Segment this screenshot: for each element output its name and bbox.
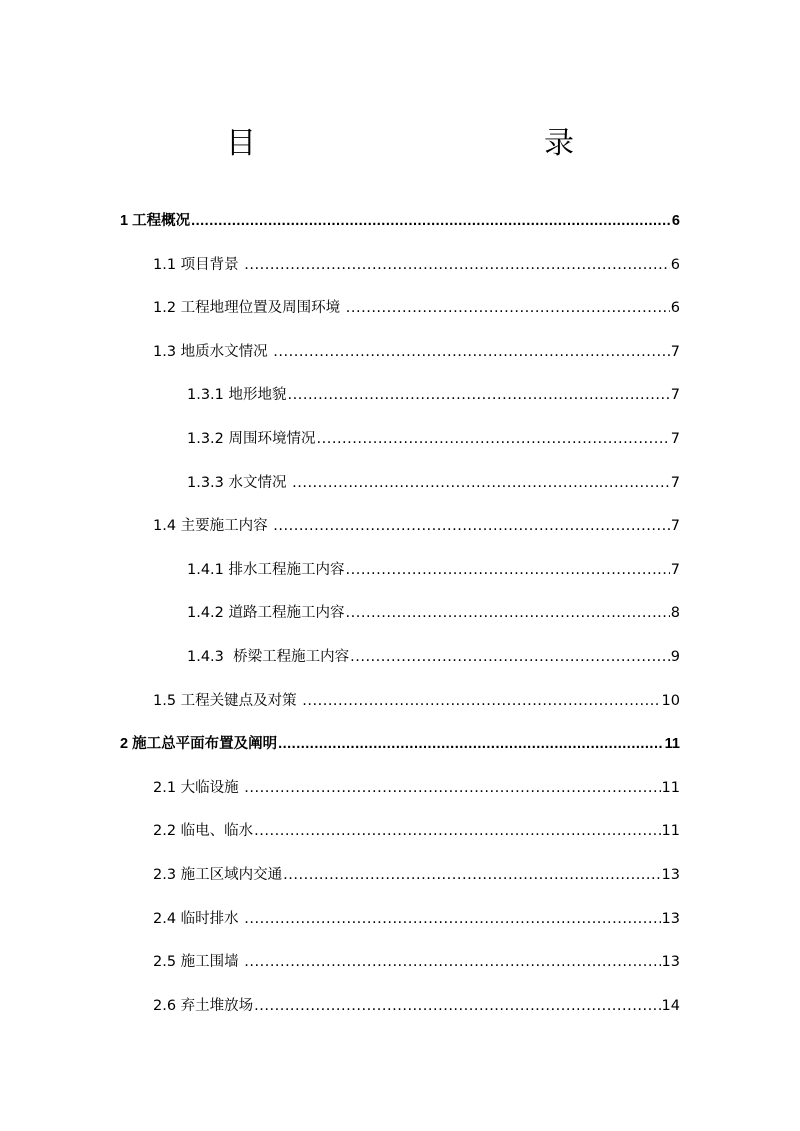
- toc-page-number: 6: [670, 257, 680, 273]
- toc-dot-leader: [288, 386, 670, 404]
- toc-page-number: 11: [664, 736, 680, 752]
- toc-entry-title: 1.4.3 桥梁工程施工内容: [187, 649, 350, 665]
- toc-dot-leader: [244, 779, 660, 797]
- toc-dot-leader: [302, 692, 660, 710]
- toc-dot-leader: [244, 910, 660, 928]
- toc-entry[interactable]: [187, 376, 680, 404]
- toc-dot-leader: [273, 517, 669, 535]
- toc-entry[interactable]: [153, 812, 680, 840]
- toc-entry-title: 2.5 施工围墙: [153, 954, 244, 970]
- toc-entry-title: 1.4.2 道路工程施工内容: [187, 605, 345, 621]
- toc-entry-title: 1.4 主要施工内容: [153, 518, 273, 534]
- toc-page-number: 7: [670, 344, 680, 360]
- toc-entry[interactable]: [153, 246, 680, 274]
- toc-dot-leader: [278, 735, 664, 753]
- toc-page-number: 7: [670, 518, 680, 534]
- toc-entry-title: 1.4.1 排水工程施工内容: [187, 562, 345, 578]
- toc-page-number: 11: [661, 780, 680, 796]
- toc-page-number: 13: [661, 911, 680, 927]
- toc-entry-title: 1.3.2 周围环境情况: [187, 431, 316, 447]
- toc-entry-title: 1 工程概况: [120, 213, 191, 229]
- toc-entry[interactable]: [153, 289, 680, 317]
- toc-entry[interactable]: [187, 594, 680, 622]
- toc-page-number: 10: [661, 693, 680, 709]
- toc-dot-leader: [346, 604, 670, 622]
- toc-entry-title: 1.2 工程地理位置及周围环境: [153, 300, 345, 316]
- toc-entry[interactable]: [120, 725, 680, 753]
- toc-dot-leader: [244, 953, 660, 971]
- toc-dot-leader: [346, 561, 670, 579]
- toc-dot-leader: [350, 648, 670, 666]
- toc-entry-title: 2.3 施工区域内交通: [153, 867, 283, 883]
- toc-page-number: 7: [670, 431, 680, 447]
- toc-entry[interactable]: [153, 333, 680, 361]
- toc-entry-title: 1.3 地质水文情况: [153, 344, 273, 360]
- toc-dot-leader: [346, 299, 670, 317]
- toc-page-number: 7: [670, 387, 680, 403]
- toc-entry-title: 2.6 弃土堆放场: [153, 998, 254, 1014]
- toc-entry-title: 1.3.3 水文情况: [187, 475, 292, 491]
- toc-dot-leader: [254, 997, 660, 1015]
- toc-entry[interactable]: [153, 856, 680, 884]
- toc-entry[interactable]: [187, 420, 680, 448]
- toc-dot-leader: [283, 866, 660, 884]
- toc-dot-leader: [273, 343, 669, 361]
- toc-entry-title: 2.4 临时排水: [153, 911, 244, 927]
- toc-entry-title: 2.1 大临设施: [153, 780, 244, 796]
- toc-page-number: 14: [661, 998, 680, 1014]
- toc-entry[interactable]: [153, 682, 680, 710]
- toc-entry[interactable]: [120, 202, 680, 230]
- toc-entry[interactable]: [187, 551, 680, 579]
- toc-page-number: 6: [670, 300, 680, 316]
- toc-dot-leader: [254, 822, 660, 840]
- toc-entry[interactable]: [153, 943, 680, 971]
- toc-dot-leader: [317, 430, 670, 448]
- toc-page-number: 13: [661, 867, 680, 883]
- toc-page-number: 8: [670, 605, 680, 621]
- toc-entry[interactable]: [187, 638, 680, 666]
- toc-entry-title: 1.1 项目背景: [153, 257, 244, 273]
- toc-dot-leader: [244, 256, 669, 274]
- toc-entry[interactable]: [187, 464, 680, 492]
- toc-entry-title: 2.2 临电、临水: [153, 823, 254, 839]
- toc-entry-title: 1.5 工程关键点及对策: [153, 693, 302, 709]
- toc-page-number: 7: [670, 562, 680, 578]
- toc-entry-title: 1.3.1 地形地貌: [187, 387, 287, 403]
- toc-page-number: 7: [670, 475, 680, 491]
- toc-page-number: 9: [670, 649, 680, 665]
- toc-dot-leader: [292, 474, 670, 492]
- toc-entry[interactable]: [153, 507, 680, 535]
- toc-page-number: 11: [661, 823, 680, 839]
- page-title: 目 录: [226, 126, 650, 161]
- toc-entry[interactable]: [153, 900, 680, 928]
- toc-entry-title: 2 施工总平面布置及阐明: [120, 736, 278, 752]
- toc-page-number: 6: [671, 213, 680, 229]
- toc-entry[interactable]: [153, 769, 680, 797]
- toc-dot-leader: [191, 212, 671, 230]
- toc-page-number: 13: [661, 954, 680, 970]
- toc-entry[interactable]: [153, 987, 680, 1015]
